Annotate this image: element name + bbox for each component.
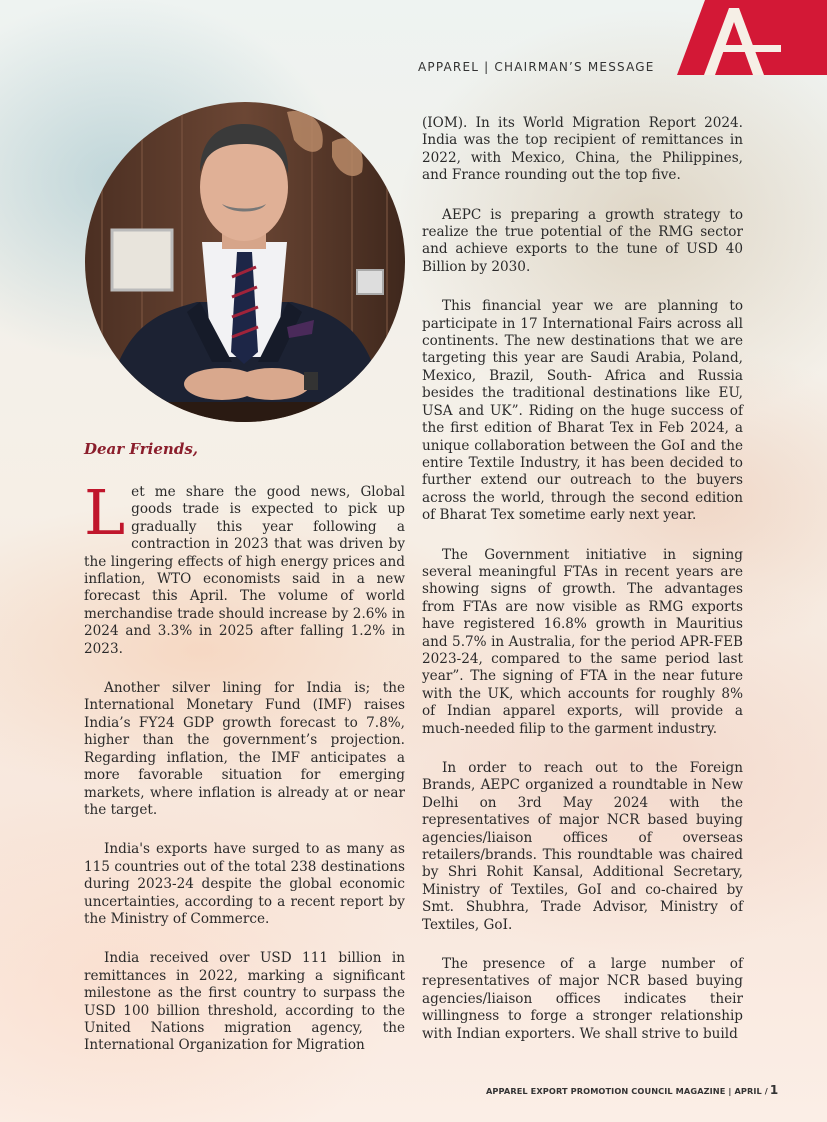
page-footer [486, 1083, 778, 1097]
left-column [84, 476, 405, 1077]
paragraph: The presence of a large number of representatives of major NCR based buying agencies/liaison offices indicates their willingness to forge a stronger relationship with Indian exporters. We shall strive to build [422, 956, 743, 1042]
paragraph: (IOM). In its World Migration Report 2024. India was the top recipient of remittances in 2022, with Mexico, China, the Philippines, and France rounding out the top five. [422, 115, 743, 184]
paragraph: This financial year we are planning to participate in 17 International Fairs across all continents. The new destinations that we are targeting this year are Saudi Arabia, Poland, Mexico, Brazil, South- Africa and Russia besides the traditional destinations like EU, USA and UK”. Riding on the huge success of the first edition of Bharat Tex in Feb 2024, a unique collaboration between the GoI and the entire Textile Industry, it has been decided to further extend our outreach to the buyers across the world, through the second edition of Bharat Tex sometime early next year. [422, 298, 743, 524]
right-column [422, 115, 743, 1065]
paragraph: India's exports have surged to as many as 115 countries out of the total 238 destinations during 2023-24 despite the global economic uncertainties, according to a recent report by the Ministry of Commerce. [84, 841, 405, 927]
paragraph: Let me share the good news, Global goods trade is expected to pick up gradually this year following a contraction in 2023 that was driven by the lingering effects of high energy prices and inflation, WTO economists said in a new forecast this April. The volume of world merchandise trade should increase by 2.6% in 2024 and 3.3% in 2025 after falling 1.2% in 2023. [84, 476, 405, 657]
dropcap: L [84, 476, 126, 549]
greeting: Dear Friends, [84, 440, 198, 458]
page-number: 1 [769, 1083, 779, 1097]
paragraph: India received over USD 111 billion in remittances in 2022, marking a significant milestone as the first country to surpass the USD 100 billion threshold, according to the United Nations migration agency, the International Organization for Migration [84, 950, 405, 1054]
chairman-portrait [82, 102, 408, 426]
brand-logo-block [677, 0, 827, 75]
paragraph: AEPC is preparing a growth strategy to realize the true potential of the RMG sector and achieve exports to the tune of USD 40 Billion by 2030. [422, 206, 743, 275]
paragraph: The Government initiative in signing several meaningful FTAs in recent years are showing signs of growth. The advantages from FTAs are now visible as RMG exports have registered 16.8% growth in Mauritius and 5.7% in Australia, for the period APR-FEB 2023-24, compared to the same period last year”. The signing of FTA in the near future with the UK, which accounts for roughly 8% of Indian apparel exports, will provide a much-needed filip to the garment industry. [422, 546, 743, 737]
footer-text: APPAREL EXPORT PROMOTION COUNCIL MAGAZINE | APRIL / [486, 1086, 768, 1096]
section-header-label: APPAREL | CHAIRMAN’S MESSAGE [418, 60, 655, 74]
paragraph: Another silver lining for India is; the International Monetary Fund (IMF) raises India’s FY24 GDP growth forecast to 7.8%, higher than the government’s projection. Regarding inflation, the IMF anticipates a more favorable situation for emerging markets, where inflation is already at or near the target. [84, 680, 405, 818]
paragraph: In order to reach out to the Foreign Brands, AEPC organized a roundtable in New Delhi on 3rd May 2024 with the representatives of major NCR based buying agencies/liaison offices of overseas retailers/brands. This roundtable was chaired by Shri Rohit Kansal, Additional Secretary, Ministry of Textiles, GoI and co-chaired by Smt. Shubhra, Trade Advisor, Ministry of Textiles, GoI. [422, 760, 743, 933]
